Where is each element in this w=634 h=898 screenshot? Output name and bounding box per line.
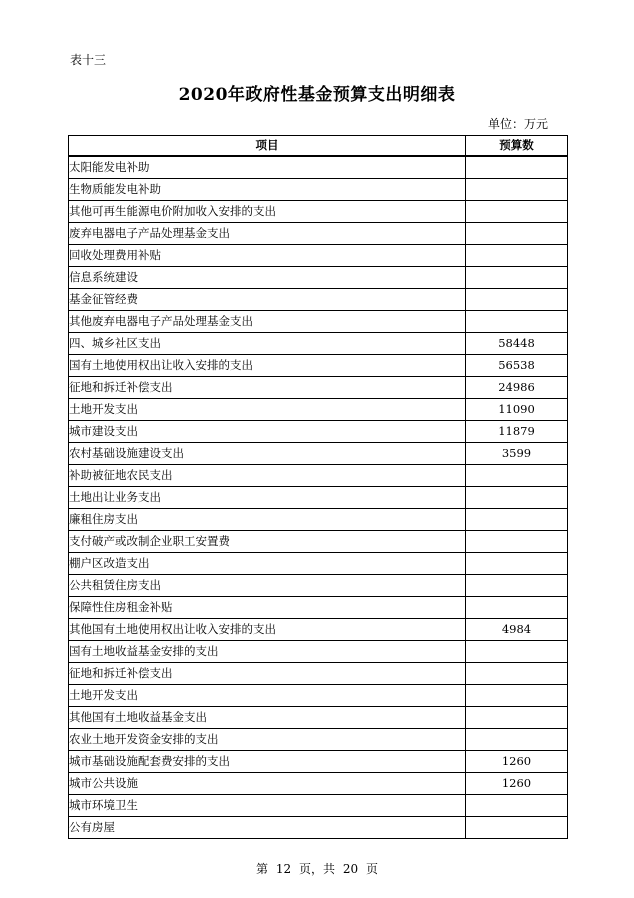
row-item-name: 土地出让业务支出 bbox=[69, 487, 466, 509]
table-row bbox=[69, 311, 568, 333]
row-budget-value bbox=[466, 311, 568, 333]
table-row bbox=[69, 773, 568, 795]
row-item-name: 城市公共设施 bbox=[69, 773, 466, 795]
row-budget-value: 4984 bbox=[466, 619, 568, 641]
row-item-name: 废弃电器电子产品处理基金支出 bbox=[69, 223, 466, 245]
row-item-name: 基金征管经费 bbox=[69, 289, 466, 311]
row-budget-value bbox=[466, 795, 568, 817]
row-item-name: 四、城乡社区支出 bbox=[69, 333, 466, 355]
table-row bbox=[69, 333, 568, 355]
row-item-name: 其他国有土地收益基金支出 bbox=[69, 707, 466, 729]
footer-page-current: 12 bbox=[275, 862, 292, 876]
table-row bbox=[69, 509, 568, 531]
row-budget-value bbox=[466, 156, 568, 179]
table-row bbox=[69, 465, 568, 487]
page-footer bbox=[0, 860, 634, 877]
table-row bbox=[69, 641, 568, 663]
footer-prefix: 第 bbox=[256, 862, 269, 876]
row-budget-value bbox=[466, 817, 568, 839]
table-row bbox=[69, 179, 568, 201]
budget-table bbox=[68, 135, 568, 839]
row-budget-value: 58448 bbox=[466, 333, 568, 355]
row-budget-value bbox=[466, 465, 568, 487]
row-budget-value: 24986 bbox=[466, 377, 568, 399]
row-item-name: 其他可再生能源电价附加收入安排的支出 bbox=[69, 201, 466, 223]
row-item-name: 支付破产或改制企业职工安置费 bbox=[69, 531, 466, 553]
table-row bbox=[69, 553, 568, 575]
row-budget-value bbox=[466, 553, 568, 575]
table-row bbox=[69, 795, 568, 817]
table-row bbox=[69, 245, 568, 267]
page-title: 2020年政府性基金预算支出明细表 bbox=[178, 85, 456, 105]
row-budget-value bbox=[466, 267, 568, 289]
row-budget-value: 56538 bbox=[466, 355, 568, 377]
table-row bbox=[69, 685, 568, 707]
row-budget-value bbox=[466, 289, 568, 311]
row-budget-value bbox=[466, 531, 568, 553]
row-item-name: 国有土地收益基金安排的支出 bbox=[69, 641, 466, 663]
row-item-name: 信息系统建设 bbox=[69, 267, 466, 289]
table-row bbox=[69, 817, 568, 839]
table-row bbox=[69, 575, 568, 597]
row-budget-value: 11879 bbox=[466, 421, 568, 443]
row-item-name: 农村基础设施建设支出 bbox=[69, 443, 466, 465]
row-budget-value bbox=[466, 179, 568, 201]
table-row bbox=[69, 399, 568, 421]
table-row bbox=[69, 267, 568, 289]
footer-page-total: 20 bbox=[342, 862, 359, 876]
row-budget-value bbox=[466, 223, 568, 245]
row-item-name: 补助被征地农民支出 bbox=[69, 465, 466, 487]
row-budget-value bbox=[466, 685, 568, 707]
row-item-name: 回收处理费用补贴 bbox=[69, 245, 466, 267]
row-item-name: 农业土地开发资金安排的支出 bbox=[69, 729, 466, 751]
row-item-name: 公有房屋 bbox=[69, 817, 466, 839]
table-row bbox=[69, 751, 568, 773]
row-item-name: 城市基础设施配套费安排的支出 bbox=[69, 751, 466, 773]
row-budget-value: 1260 bbox=[466, 751, 568, 773]
row-item-name: 城市环境卫生 bbox=[69, 795, 466, 817]
table-row bbox=[69, 156, 568, 179]
table-row bbox=[69, 223, 568, 245]
row-item-name: 其他国有土地使用权出让收入安排的支出 bbox=[69, 619, 466, 641]
row-budget-value bbox=[466, 597, 568, 619]
table-row bbox=[69, 201, 568, 223]
row-item-name: 其他废弃电器电子产品处理基金支出 bbox=[69, 311, 466, 333]
row-budget-value bbox=[466, 663, 568, 685]
table-row bbox=[69, 377, 568, 399]
row-item-name: 城市建设支出 bbox=[69, 421, 466, 443]
row-item-name: 土地开发支出 bbox=[69, 399, 466, 421]
table-row bbox=[69, 487, 568, 509]
table-row bbox=[69, 597, 568, 619]
table-row bbox=[69, 663, 568, 685]
row-item-name: 廉租住房支出 bbox=[69, 509, 466, 531]
table-row bbox=[69, 729, 568, 751]
table-row bbox=[69, 707, 568, 729]
table-label: 表十三 bbox=[70, 53, 107, 67]
header-budget: 预算数 bbox=[466, 136, 568, 157]
row-budget-value bbox=[466, 641, 568, 663]
table-header-row bbox=[69, 136, 568, 157]
row-budget-value bbox=[466, 245, 568, 267]
row-budget-value bbox=[466, 201, 568, 223]
row-budget-value bbox=[466, 729, 568, 751]
table-row bbox=[69, 355, 568, 377]
row-budget-value bbox=[466, 509, 568, 531]
row-item-name: 太阳能发电补助 bbox=[69, 156, 466, 179]
row-item-name: 保障性住房租金补贴 bbox=[69, 597, 466, 619]
row-item-name: 土地开发支出 bbox=[69, 685, 466, 707]
row-budget-value: 1260 bbox=[466, 773, 568, 795]
footer-mid: 页，共 bbox=[298, 862, 335, 876]
row-item-name: 棚户区改造支出 bbox=[69, 553, 466, 575]
table-row bbox=[69, 443, 568, 465]
row-budget-value bbox=[466, 575, 568, 597]
unit-label: 单位：万元 bbox=[488, 117, 549, 131]
footer-suffix: 页 bbox=[365, 862, 378, 876]
row-budget-value bbox=[466, 487, 568, 509]
table-row bbox=[69, 289, 568, 311]
row-budget-value: 11090 bbox=[466, 399, 568, 421]
row-item-name: 生物质能发电补助 bbox=[69, 179, 466, 201]
row-item-name: 国有土地使用权出让收入安排的支出 bbox=[69, 355, 466, 377]
row-item-name: 征地和拆迁补偿支出 bbox=[69, 377, 466, 399]
row-budget-value bbox=[466, 707, 568, 729]
row-budget-value: 3599 bbox=[466, 443, 568, 465]
row-item-name: 征地和拆迁补偿支出 bbox=[69, 663, 466, 685]
table-row bbox=[69, 531, 568, 553]
table-body bbox=[69, 156, 568, 839]
row-item-name: 公共租赁住房支出 bbox=[69, 575, 466, 597]
header-item: 项目 bbox=[69, 136, 466, 157]
table-row bbox=[69, 421, 568, 443]
table-row bbox=[69, 619, 568, 641]
